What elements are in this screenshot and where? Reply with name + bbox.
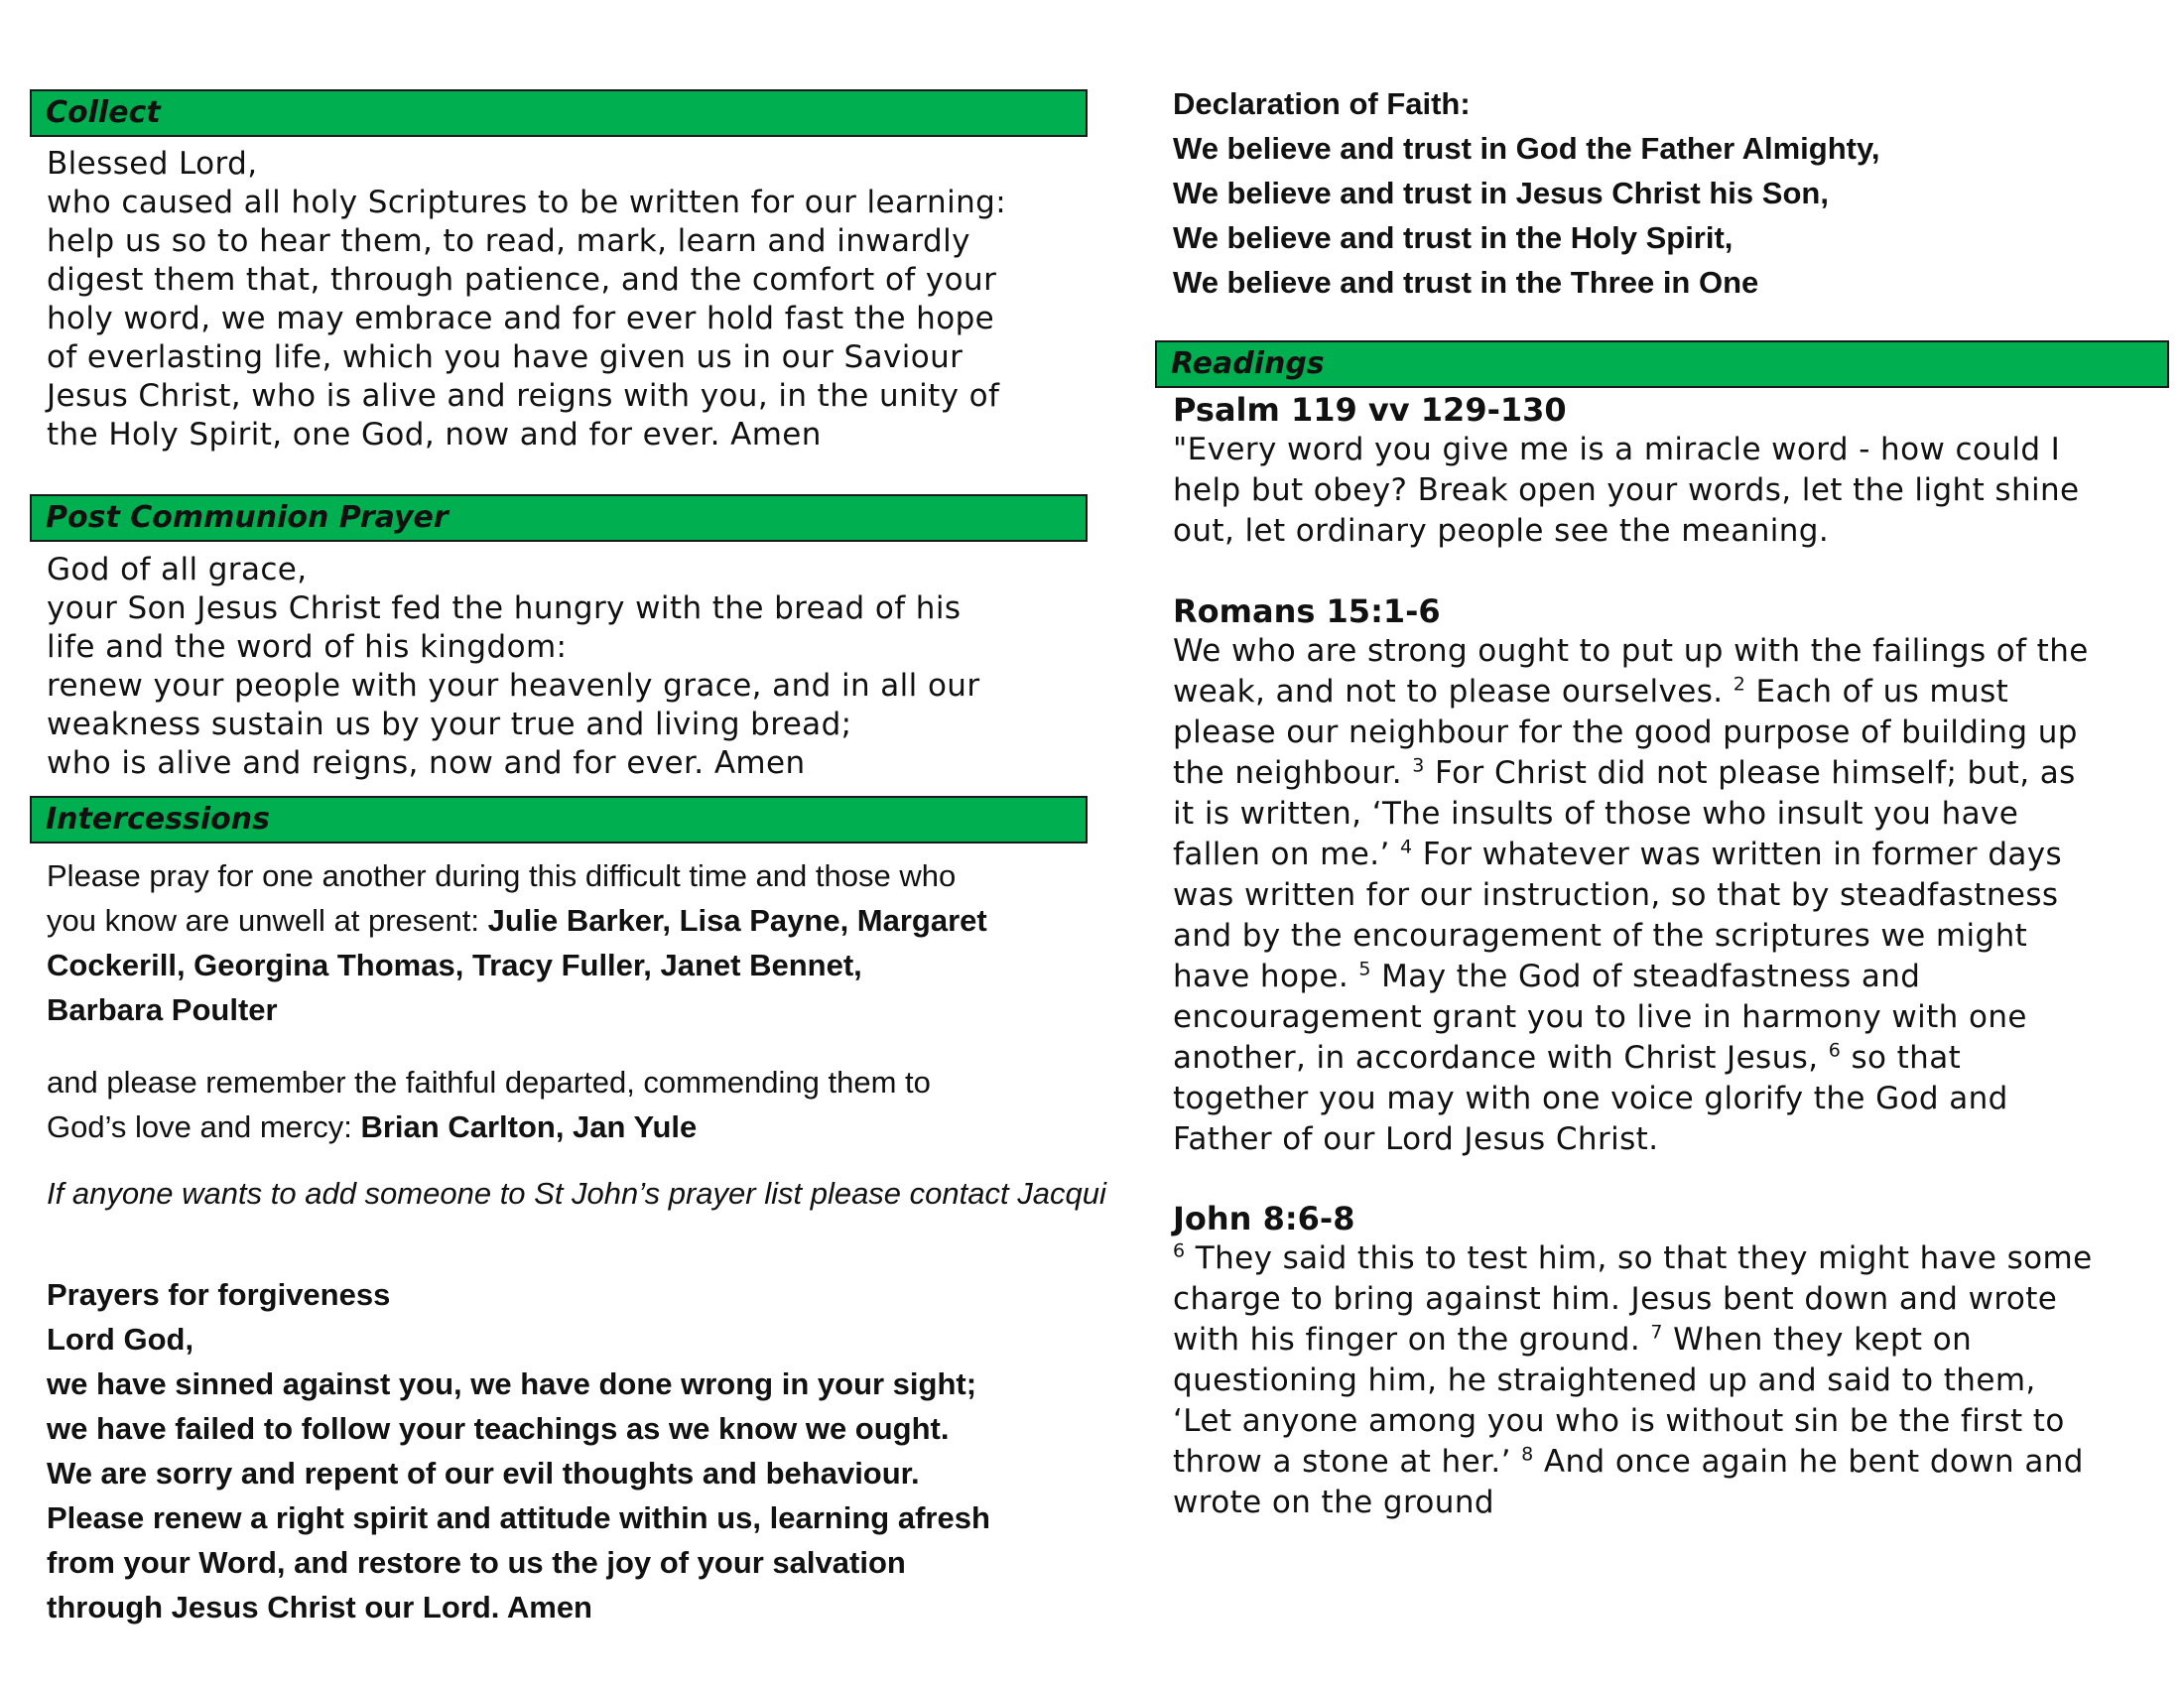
- john-text: And once again he bent down and: [1533, 1444, 2084, 1480]
- romans-line: was written for our instruction, so that by steadfastness: [1173, 877, 2059, 913]
- declaration-line: We believe and trust in God the Father Almighty,: [1173, 131, 1880, 166]
- john-line: wrote on the ground: [1173, 1485, 1494, 1520]
- intercessions-text-plain: you know are unwell at present:: [47, 903, 488, 938]
- departed-text: [47, 1060, 931, 1149]
- romans-text: so that: [1841, 1040, 1962, 1076]
- declaration-line: We believe and trust in the Holy Spirit,: [1173, 220, 1734, 255]
- psalm-line: help but obey? Break open your words, let the light shine: [1173, 472, 2080, 508]
- forgiveness-text: [47, 1272, 990, 1629]
- forgiveness-line: we have sinned against you, we have done wrong in your sight;: [47, 1366, 977, 1401]
- verse-number: 2: [1733, 673, 1746, 696]
- romans-line: Father of our Lord Jesus Christ.: [1173, 1121, 1659, 1157]
- romans-text: May the God of steadfastness and: [1370, 959, 1921, 994]
- romans-line: [1173, 1038, 2089, 1079]
- collect-line: Jesus Christ, who is alive and reigns with you, in the unity of: [47, 378, 1000, 414]
- post-communion-line: renew your people with your heavenly grace, and in all our: [47, 668, 980, 704]
- post-communion-line: weakness sustain us by your true and living bread;: [47, 707, 852, 742]
- collect-line: help us so to hear them, to read, mark, learn and inwardly: [47, 223, 970, 259]
- prayer-names: Barbara Poulter: [47, 992, 278, 1027]
- intercessions-title: Intercessions: [46, 802, 270, 837]
- readings-header-bar: [1155, 340, 2169, 388]
- collect-line: the Holy Spirit, one God, now and for ever. Amen: [47, 417, 822, 453]
- psalm-heading: Psalm 119 vv 129-130: [1173, 391, 1567, 429]
- departed-line: and please remember the faithful departed, commending them to: [47, 1065, 931, 1100]
- declaration-of-faith: [1173, 81, 1880, 305]
- romans-text: the neighbour.: [1173, 755, 1413, 791]
- post-communion-text: [47, 551, 980, 783]
- john-text: with his finger on the ground.: [1173, 1322, 1651, 1358]
- romans-line: encouragement grant you to live in harmony with one: [1173, 999, 2027, 1035]
- john-line: ‘Let anyone among you who is without sin be the first to: [1173, 1403, 2065, 1439]
- departed-text-plain: God’s love and mercy:: [47, 1109, 361, 1144]
- forgiveness-line: Please renew a right spirit and attitude within us, learning afresh: [47, 1500, 990, 1535]
- romans-line: and by the encouragement of the scriptures we might: [1173, 918, 2028, 954]
- romans-line: [1173, 672, 2089, 713]
- collect-header-bar: [30, 89, 1088, 137]
- psalm-line: "Every word you give me is a miracle word - how could I: [1173, 432, 2061, 467]
- john-line: [1173, 1320, 2093, 1361]
- romans-line: please our neighbour for the good purpose of building up: [1173, 714, 2078, 750]
- intercessions-text: [47, 853, 987, 1032]
- romans-text: For whatever was written in former days: [1412, 837, 2063, 872]
- john-line: charge to bring against him. Jesus bent down and wrote: [1173, 1281, 2058, 1317]
- romans-line: [1173, 957, 2089, 997]
- forgiveness-line: from your Word, and restore to us the joy of your salvation: [47, 1545, 906, 1580]
- post-communion-header-bar: [30, 494, 1088, 542]
- romans-reading: [1173, 591, 2089, 1160]
- forgiveness-heading: Prayers for forgiveness: [47, 1277, 391, 1312]
- romans-text: another, in accordance with Christ Jesus,: [1173, 1040, 1829, 1076]
- forgiveness-line: We are sorry and repent of our evil thoughts and behaviour.: [47, 1456, 920, 1491]
- romans-line: We who are strong ought to put up with the failings of the: [1173, 633, 2089, 669]
- declaration-line: We believe and trust in the Three in One: [1173, 265, 1759, 300]
- declaration-heading: Declaration of Faith:: [1173, 86, 1471, 121]
- post-communion-line: who is alive and reigns, now and for ever. Amen: [47, 745, 806, 781]
- john-text: throw a stone at her.’: [1173, 1444, 1522, 1480]
- john-text: When they kept on: [1662, 1322, 1973, 1358]
- intercessions-line: [47, 898, 987, 943]
- post-communion-line: your Son Jesus Christ fed the hungry with the bread of his: [47, 590, 962, 626]
- john-heading: John 8:6-8: [1173, 1200, 1355, 1237]
- verse-number: 4: [1400, 836, 1413, 858]
- post-communion-title: Post Communion Prayer: [46, 500, 449, 535]
- verse-number: 3: [1412, 754, 1425, 777]
- verse-number: 6: [1173, 1239, 1186, 1262]
- romans-line: [1173, 753, 2089, 794]
- collect-text: [47, 145, 1006, 454]
- forgiveness-line: through Jesus Christ our Lord. Amen: [47, 1590, 592, 1624]
- forgiveness-line: we have failed to follow your teachings as we know we ought.: [47, 1411, 950, 1446]
- romans-heading: Romans 15:1-6: [1173, 592, 1441, 630]
- verse-number: 5: [1358, 958, 1371, 980]
- psalm-line: out, let ordinary people see the meaning.: [1173, 513, 1830, 549]
- prayer-names: Julie Barker, Lisa Payne, Margaret: [487, 903, 987, 938]
- psalm-reading: [1173, 390, 2080, 552]
- john-line: [1173, 1442, 2093, 1483]
- romans-text: For Christ did not please himself; but, as: [1424, 755, 2076, 791]
- intercessions-line: Please pray for one another during this difficult time and those who: [47, 858, 957, 893]
- john-text: They said this to test him, so that they might have some: [1185, 1240, 2093, 1276]
- collect-line: holy word, we may embrace and for ever hold fast the hope: [47, 301, 995, 336]
- john-reading: [1173, 1199, 2093, 1523]
- departed-names: Brian Carlton, Jan Yule: [360, 1109, 698, 1144]
- collect-line: of everlasting life, which you have given us in our Saviour: [47, 339, 964, 375]
- departed-line: [47, 1104, 931, 1149]
- forgiveness-line: Lord God,: [47, 1322, 194, 1357]
- john-line: questioning him, he straightened up and said to them,: [1173, 1363, 2036, 1398]
- post-communion-line: God of all grace,: [47, 552, 308, 587]
- verse-number: 6: [1828, 1039, 1842, 1062]
- romans-line: together you may with one voice glorify the God and: [1173, 1081, 2008, 1116]
- romans-text: Each of us must: [1745, 674, 2009, 710]
- collect-title: Collect: [46, 95, 161, 130]
- intercessions-header-bar: [30, 796, 1088, 844]
- readings-title: Readings: [1171, 346, 1325, 381]
- romans-text: have hope.: [1173, 959, 1359, 994]
- verse-number: 8: [1521, 1443, 1534, 1466]
- romans-line: [1173, 835, 2089, 875]
- declaration-line: We believe and trust in Jesus Christ his Son,: [1173, 176, 1829, 210]
- collect-line: who caused all holy Scriptures to be written for our learning:: [47, 185, 1007, 220]
- post-communion-line: life and the word of his kingdom:: [47, 629, 568, 665]
- romans-line: it is written, ‘The insults of those who insult you have: [1173, 796, 2019, 832]
- verse-number: 7: [1650, 1321, 1663, 1344]
- collect-line: Blessed Lord,: [47, 146, 258, 182]
- collect-line: digest them that, through patience, and the comfort of your: [47, 262, 997, 298]
- john-line: [1173, 1238, 2093, 1279]
- prayer-list-note: If anyone wants to add someone to St John’s prayer list please contact Jacqui: [47, 1176, 1106, 1211]
- romans-text: fallen on me.’: [1173, 837, 1401, 872]
- prayer-names: Cockerill, Georgina Thomas, Tracy Fuller, Janet Bennet,: [47, 948, 862, 982]
- romans-text: weak, and not to please ourselves.: [1173, 674, 1734, 710]
